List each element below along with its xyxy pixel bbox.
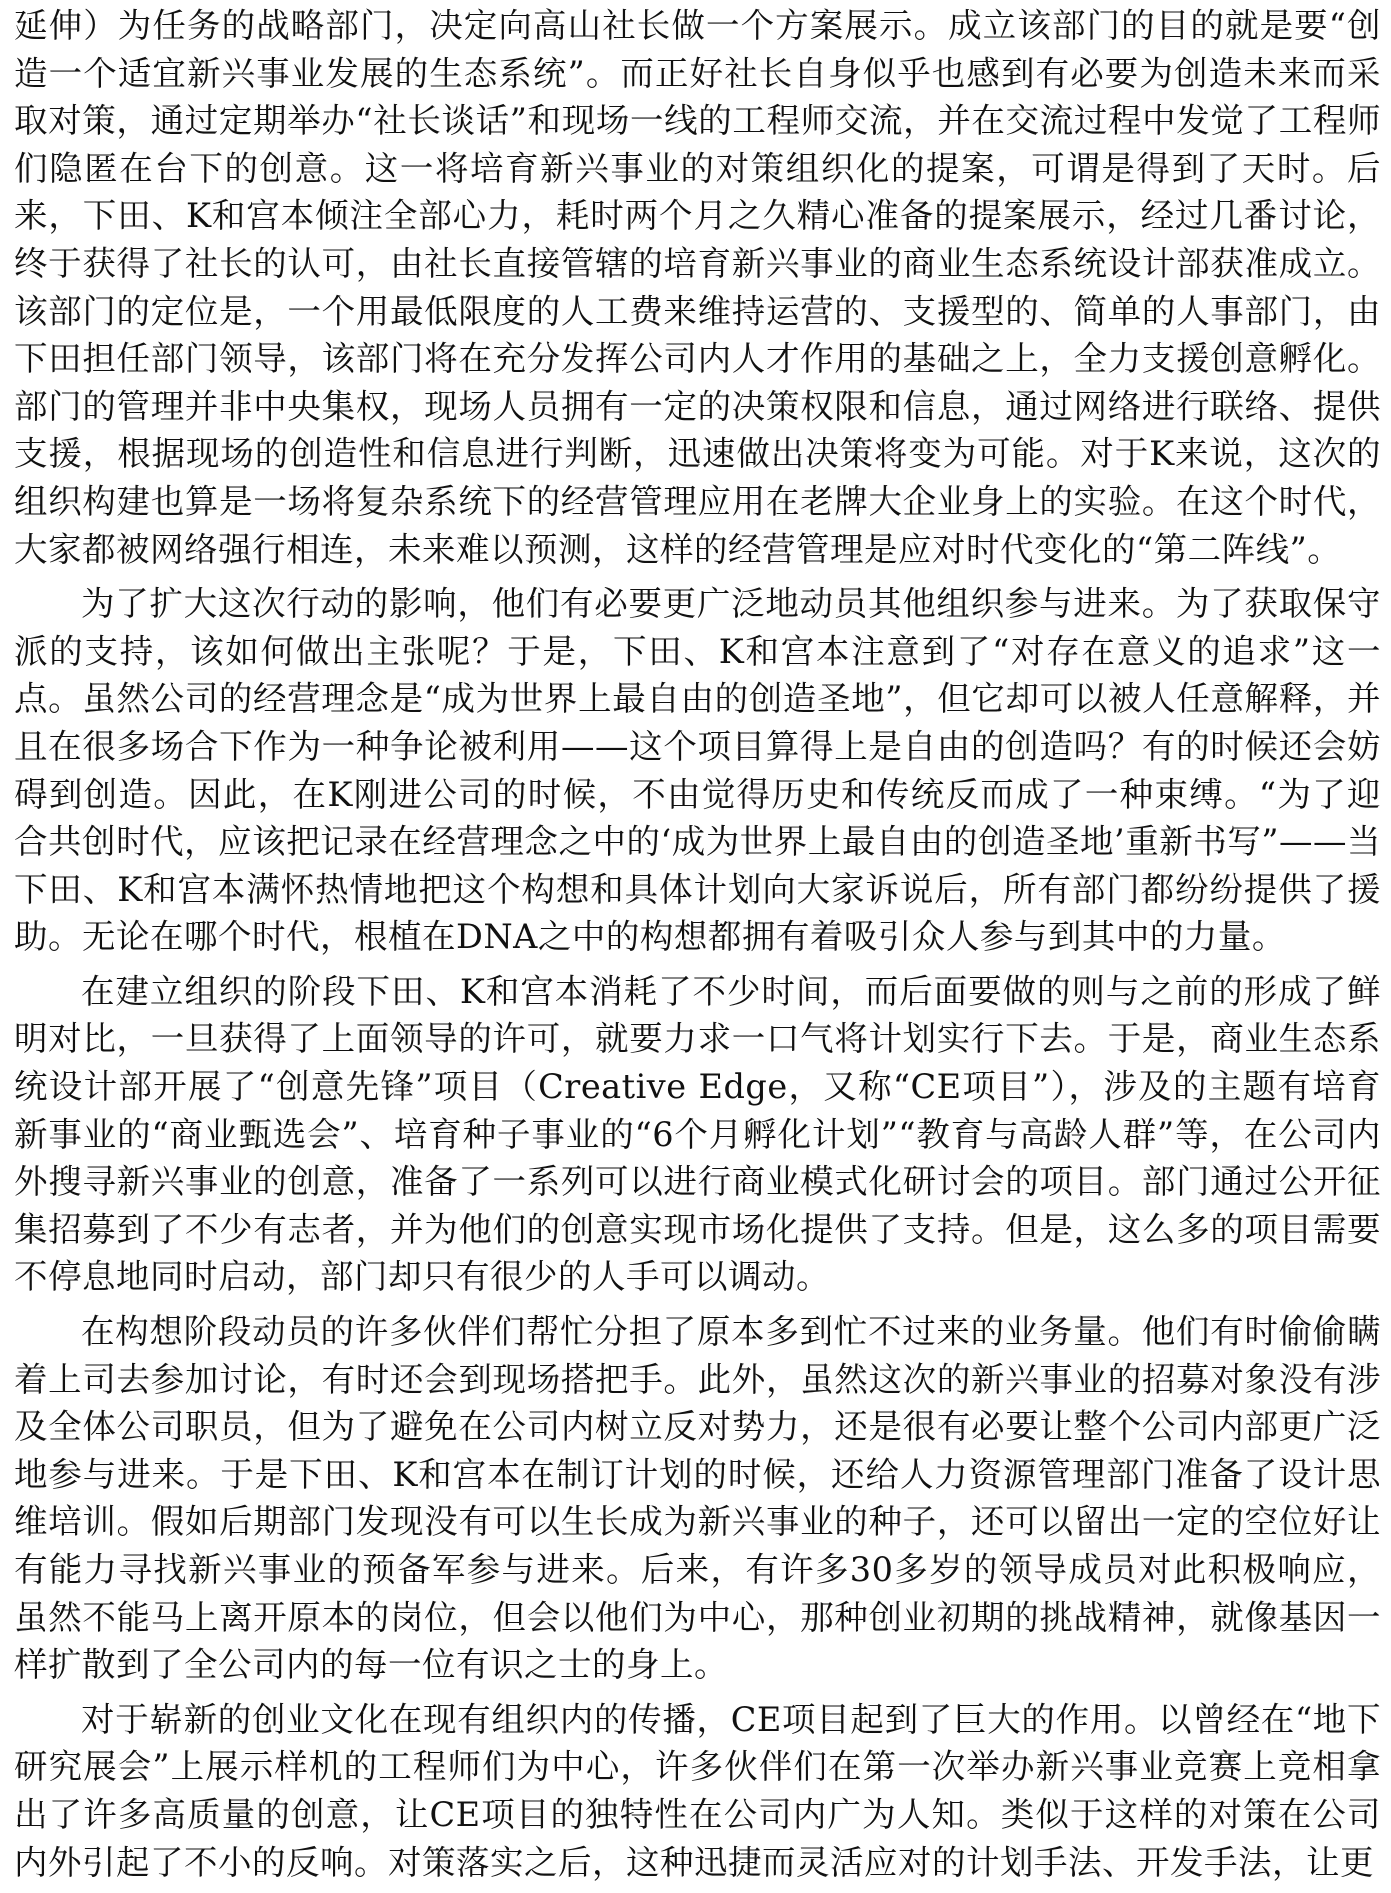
paragraph-4: 在构想阶段动员的许多伙伴们帮忙分担了原本多到忙不过来的业务量。他们有时偷偷瞒着上司去参加讨论，有时还会到现场搭把手。此外，虽然这次的新兴事业的招募对象没有涉及全体公司职员，但为了避免在公司内树立反对势力，还是很有必要让整个公司内部更广泛地参与进来。于是下田、K和宫本在制订计划的时候，还给人力资源管理部门准备了设计思维培训。假如后期部门发现没有可以生长成为新兴事业的种子，还可以留出一定的空位好让有能力寻找新兴事业的预备军参与进来。后来，有许多30多岁的领导成员对此积极响应，虽然不能马上离开原本的岗位，但会以他们为中心，那种创业初期的挑战精神，就像基因一样扩散到了全公司内的每一位有识之士的身上。 [14,1312,1381,1685]
paragraph-2: 为了扩大这次行动的影响，他们有必要更广泛地动员其他组织参与进来。为了获取保守派的支持，该如何做出主张呢？于是，下田、K和宫本注意到了“对存在意义的追求”这一点。虽然公司的经营理念是“成为世界上最自由的创造圣地”，但它却可以被人任意解释，并且在很多场合下作为一种争论被利用——这个项目算得上是自由的创造吗？有的时候还会妨碍到创造。因此，在K刚进公司的时候，不由觉得历史和传统反而成了一种束缚。“为了迎合共创时代，应该把记录在经营理念之中的‘成为世界上最自由的创造圣地’重新书写”——当下田、K和宫本满怀热情地把这个构想和具体计划向大家诉说后，所有部门都纷纷提供了援助。无论在哪个时代，根植在DNA之中的构想都拥有着吸引众人参与到其中的力量。 [14,584,1381,957]
paragraph-1: 延伸）为任务的战略部门，决定向高山社长做一个方案展示。成立该部门的目的就是要“创造一个适宜新兴事业发展的生态系统”。而正好社长自身似乎也感到有必要为创造未来而采取对策，通过定期举办“社长谈话”和现场一线的工程师交流，并在交流过程中发觉了工程师们隐匿在台下的创意。这一将培育新兴事业的对策组织化的提案，可谓是得到了天时。后来，下田、K和宫本倾注全部心力，耗时两个月之久精心准备的提案展示，经过几番讨论，终于获得了社长的认可，由社长直接管辖的培育新兴事业的商业生态系统设计部获准成立。该部门的定位是，一个用最低限度的人工费来维持运营的、支援型的、简单的人事部门，由下田担任部门领导，该部门将在充分发挥公司内人才作用的基础之上，全力支援创意孵化。部门的管理并非中央集权，现场人员拥有一定的决策权限和信息，通过网络进行联络、提供支援，根据现场的创造性和信息进行判断，迅速做出决策将变为可能。对于K来说，这次的组织构建也算是一场将复杂系统下的经营管理应用在老牌大企业身上的实验。在这个时代，大家都被网络强行相连，未来难以预测，这样的经营管理是应对时代变化的“第二阵线”。 [14,6,1381,569]
document-page [14,2,1381,1893]
paragraph-5: 对于崭新的创业文化在现有组织内的传播，CE项目起到了巨大的作用。以曾经在“地下研究展会”上展示样机的工程师们为中心，许多伙伴们在第一次举办新兴事业竞赛上竞相拿出了许多高质量的创意，让CE项目的独特性在公司内广为人知。类似于这样的对策在公司内外引起了不小的反响。对策落实之后，这种迅捷而灵活应对的计划手法、开发手法，让更 [14,1699,1381,1882]
paragraph-3: 在建立组织的阶段下田、K和宫本消耗了不少时间，而后面要做的则与之前的形成了鲜明对比，一旦获得了上面领导的许可，就要力求一口气将计划实行下去。于是，商业生态系统设计部开展了“创意先锋”项目（Creative Edge，又称“CE项目”），涉及的主题有培育新事业的“商业甄选会”、培育种子事业的“6个月孵化计划”“教育与高龄人群”等，在公司内外搜寻新兴事业的创意，准备了一系列可以进行商业模式化研讨会的项目。部门通过公开征集招募到了不少有志者，并为他们的创意实现市场化提供了支持。但是，这么多的项目需要不停息地同时启动，部门却只有很少的人手可以调动。 [14,971,1381,1297]
